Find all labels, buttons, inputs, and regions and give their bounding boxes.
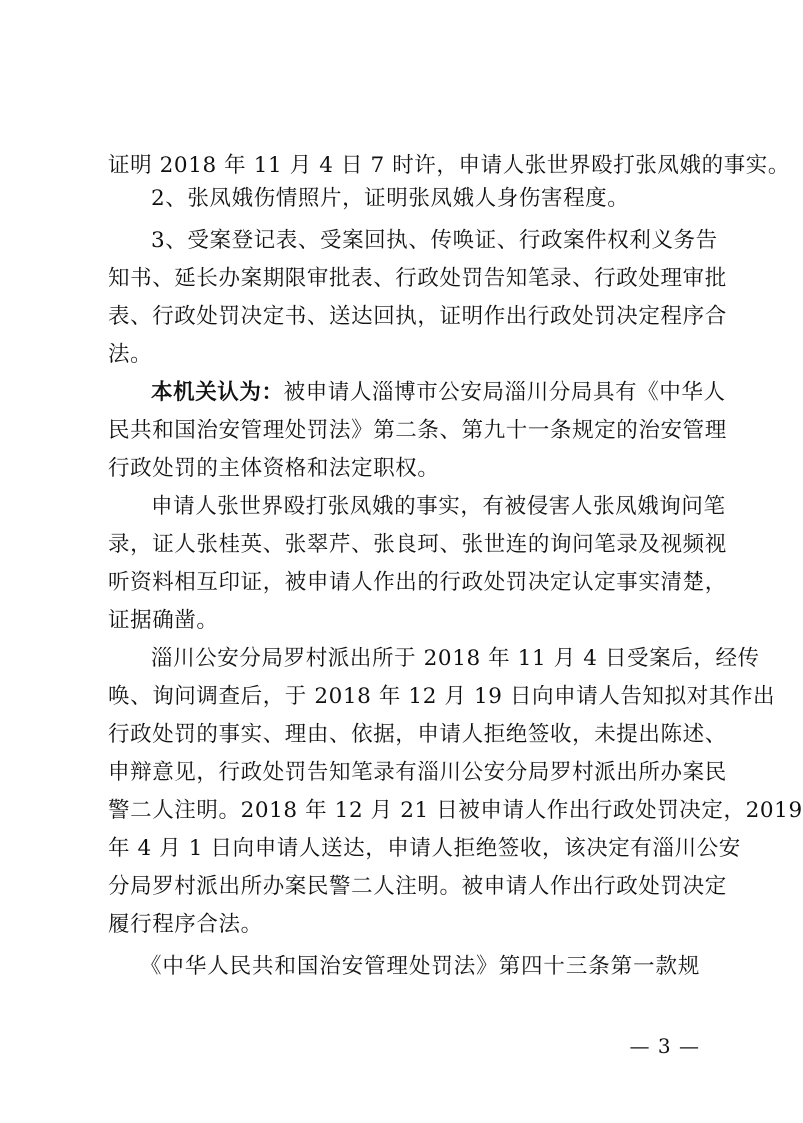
procedure-line-4: 申辩意见，行政处罚告知笔录有淄川公安分局罗村派出所办案民	[108, 760, 727, 785]
procedure-line-2: 唤、询问调查后，于 2018 年 12 月 19 日向申请人告知拟对其作出	[108, 684, 776, 709]
facts-line-2: 录，证人张桂英、张翠芹、张良珂、张世连的询问笔录及视频视	[108, 532, 727, 557]
evidence-2-line-1: 2、张凤娥伤情照片，证明张凤娥人身伤害程度。	[151, 186, 630, 211]
opinion-line-2: 民共和国治安管理处罚法》第二条、第九十一条规定的治安管理	[108, 418, 727, 443]
evidence-3-line-4: 法。	[108, 342, 153, 367]
facts-line-3: 听资料相互印证，被申请人作出的行政处罚决定认定事实清楚，	[108, 570, 727, 595]
procedure-line-1: 淄川公安分局罗村派出所于 2018 年 11 月 4 日受案后，经传	[151, 646, 760, 671]
evidence-3-line-1: 3、受案登记表、受案回执、传唤证、行政案件权利义务告	[151, 228, 718, 253]
procedure-line-7: 分局罗村派出所办案民警二人注明。被申请人作出行政处罚决定	[108, 874, 727, 899]
facts-line-1: 申请人张世界殴打张凤娥的事实，有被侵害人张凤娥询问笔	[151, 494, 726, 519]
law-line-1: 《中华人民共和国治安管理处罚法》第四十三条第一款规	[140, 954, 700, 979]
opinion-line-3: 行政处罚的主体资格和法定职权。	[108, 456, 440, 481]
evidence-3-line-2: 知书、延长办案期限审批表、行政处罚告知笔录、行政处理审批	[108, 266, 727, 291]
facts-line-4: 证据确凿。	[108, 608, 219, 633]
evidence-1-line-1: 证明 2018 年 11 月 4 日 7 时许，申请人张世界殴打张凤娥的事实。	[108, 153, 791, 178]
opinion-line-1-rest: 被申请人淄博市公安局淄川分局具有《中华人	[283, 380, 726, 405]
procedure-line-3: 行政处罚的事实、理由、依据，申请人拒绝签收，未提出陈述、	[108, 722, 727, 747]
opinion-line-1	[151, 378, 726, 408]
page-number: — 3 —	[629, 1034, 700, 1058]
procedure-line-8: 履行程序合法。	[108, 912, 263, 937]
procedure-line-6: 年 4 月 1 日向申请人送达，申请人拒绝签收，该决定有淄川公安	[108, 836, 741, 861]
evidence-3-line-3: 表、行政处罚决定书、送达回执，证明作出行政处罚决定程序合	[108, 304, 727, 329]
opinion-lead: 本机关认为：	[151, 380, 284, 405]
procedure-line-5: 警二人注明。2018 年 12 月 21 日被申请人作出行政处罚决定，2019	[108, 798, 803, 823]
